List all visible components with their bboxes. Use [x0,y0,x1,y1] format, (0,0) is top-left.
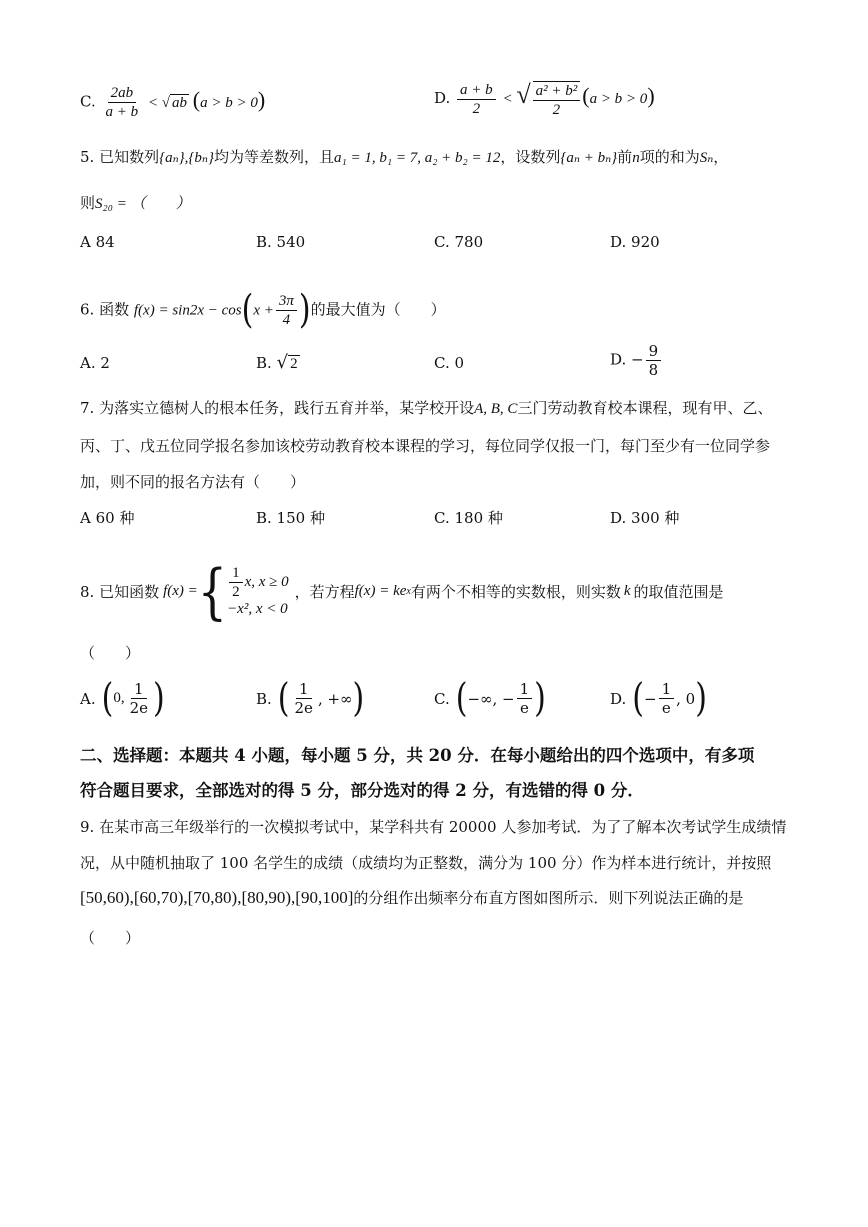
option-label: B. [256,689,272,708]
q8-paren: （ ） [80,644,141,662]
q7-stem-line2: 丙、丁、戊五位同学报名参加该校劳动教育校本课程的学习，每位同学仅报一门，每门至少有一位同学参 [80,437,771,455]
q7-stem-line3: 加，则不同的报名方法有（ ） [80,473,306,491]
q6-text: 的最大值为（ ） [310,300,446,319]
q5-sum-sequence: {aₙ + bₙ} [560,150,618,166]
section-2-heading-line1: 二、选择题：本题共 4 小题，每小题 5 分，共 20 分．在每小题给出的四个选项中，有多项 [80,746,755,765]
q5-Sn: Sₙ [699,150,714,166]
option-label: D. [610,350,627,369]
q6-num: 3π [276,292,297,311]
q5-stem-line1 [80,146,728,169]
section-2-heading-line2: 符合题目要求，全部选对的得 5 分，部分选对的得 2 分，有选错的得 0 分． [80,781,644,800]
q8-case-2: −x², x < 0 [227,601,288,617]
q8-c-den: e [519,699,529,717]
q8-b-fraction [292,680,316,717]
q8-a-left: 0, [113,690,125,706]
q4-option-c[interactable]: C. $\frac{2ab}{a + b}$ < √ ab (a > b > 0) [80,85,266,120]
q6-fraction [276,292,297,329]
q6-function: f(x) = sin2x − cos [133,302,242,319]
q8-option-c[interactable]: C. ( −∞, − $\frac{1}{e}$ ) [434,675,546,722]
q8-text: 的取值范围是 [633,582,724,601]
q5-option-d[interactable]: D. 920 [610,233,660,251]
q8-b-num: 1 [296,680,312,699]
q8-cases [227,564,289,618]
q8-d-den: e [661,699,671,717]
q7-courses: A, B, C [474,401,518,417]
q8-option-b[interactable]: B. ( $\frac{1}{2e}$ , +∞ ) [256,675,365,722]
option-label: C. [80,92,96,111]
q5-n: n [632,150,640,166]
q9-stem-line3 [80,887,743,909]
q8-d-num: 1 [659,680,675,699]
q7-text: 三门劳动教育校本课程，现有甲、乙、 [517,399,773,417]
q8-c-num: 1 [517,680,533,699]
q8-k: k [623,582,631,599]
q5-text: 前 [617,148,633,166]
q8-c-fraction [517,680,533,717]
q8-text: 8. 已知函数 [80,582,160,601]
q6-arg: x + [253,302,274,319]
fraction-aplusb-over-2: $\frac{a + b}{2}$ [457,81,496,118]
q7-option-b[interactable]: B. 150 种 [256,509,325,527]
q9-intervals: [50,60),[60,70),[70,80),[80,90),[90,100] [80,888,354,907]
q5-sequences: {aₙ},{bₙ} [159,150,214,166]
q9-text: 的分组作出频率分布直方图如图所示．则下列说法正确的是 [353,889,744,907]
q5-text: 项的和为 [639,148,700,166]
q8-case-1 [227,564,289,601]
q7-option-a[interactable]: A 60 种 [80,509,135,527]
option-label: D. [434,89,451,107]
q5-conditions: a₁ = 1, b₁ = 7, a₂ + b₂ = 12 [334,150,501,166]
q8-equation: f(x) = ke [354,582,407,599]
q8-a-den: 2e [129,699,148,717]
q5-option-c[interactable]: C. 780 [434,233,484,251]
q6-sqrt-value: 2 [290,356,298,372]
q7-option-c[interactable]: C. 180 种 [434,509,503,527]
fraction-2ab-over-aplusb: $\frac{2ab}{a + b}$ [105,85,139,120]
q6-option-a[interactable]: A. 2 [80,354,110,372]
q8-text: ，若方程 [294,582,355,601]
q6-den: 4 [282,312,291,328]
q8-text: 有两个不相等的实数根，则实数 [410,582,621,601]
q6-stem: 6. 函数 f(x) = sin2x − cos(x + $\frac{3\pi}{4}$ )的最大值为（ ） [80,287,446,333]
q8-function: f(x) = [163,582,198,599]
q5-text: 则 [80,194,96,212]
q6-neg-sign: − [631,350,644,369]
q7-text: 7. 为落实立德树人的根本任务，践行五育并举，某学校开设 [80,399,475,417]
q8-c-left: −∞, − [467,689,515,708]
q7-stem-line1 [80,397,772,420]
q6-option-c[interactable]: C. 0 [434,354,465,372]
q5-text: ，设数列 [500,148,561,166]
q6-d-den: 8 [648,361,659,379]
q5-text: 5. 已知数列 [80,148,160,166]
q8-exponent: x [406,585,411,597]
q9-stem-line1: 9. 在某市高三年级举行的一次模拟考试中，某学科共有 20000 人参加考试．为了了解本次考试学生成绩情 [80,818,787,836]
q5-option-b[interactable]: B. 540 [256,233,306,251]
option-label: D. [610,689,627,708]
q5-option-a[interactable]: A 84 [80,233,115,251]
q8-b-right: , +∞ [317,689,353,708]
q6-option-b[interactable]: B. √ 2 [256,352,298,373]
q9-paren: （ ） [80,929,141,947]
q8-case1-text: x, x ≥ 0 [244,574,289,590]
q8-d-left: − [643,689,657,708]
q7-option-d[interactable]: D. 300 种 [610,509,680,527]
q6-d-fraction [646,342,662,379]
q5-text: ， [713,148,729,166]
q8-option-d[interactable]: D. ( − $\frac{1}{e}$ , 0 ) [610,675,707,722]
q8-d-fraction [659,680,675,717]
q6-d-num: 9 [646,342,662,361]
q8-case1-num: 1 [229,564,243,583]
q4-option-d[interactable]: D. $\frac{a + b}{2}$ < √ $\frac{\text{a² + b²}}{2}$ (a > b > 0) [434,80,655,118]
option-label: B. [256,354,272,372]
q8-stem [80,556,724,626]
q5-S20: S₂₀ = （ ） [95,196,191,212]
option-label: C. [434,689,450,708]
q5-stem-line2 [80,192,191,215]
option-label: A. [80,689,96,708]
q8-case1-den: 2 [232,584,240,600]
q6-text: 6. 函数 [80,300,130,319]
q5-text: 均为等差数列，且 [214,148,335,166]
q8-b-den: 2e [294,699,313,717]
q8-brace: { [197,555,228,627]
q8-a-num: 1 [131,680,147,699]
q8-d-right: , 0 [676,689,696,708]
q8-a-fraction [127,680,151,717]
q9-stem-line2: 况，从中随机抽取了 100 名学生的成绩（成绩均为正整数，满分为 100 分）作为样本进行统计，并按照 [80,854,772,872]
q8-option-a[interactable]: A. ( 0, $\frac{1}{2e}$ ) [80,675,165,722]
q6-option-d[interactable] [610,342,663,379]
